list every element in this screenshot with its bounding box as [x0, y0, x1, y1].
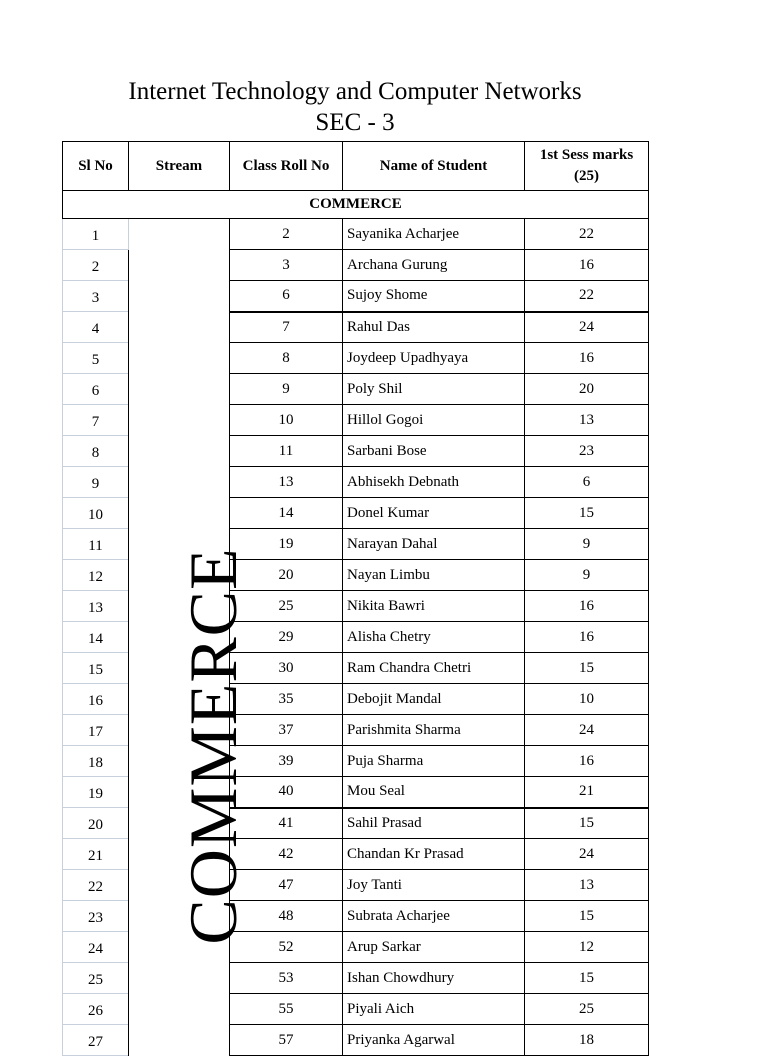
cell-student-name: Donel Kumar: [343, 498, 525, 529]
cell-student-name: Poly Shil: [343, 374, 525, 405]
cell-marks: 16: [525, 250, 649, 281]
cell-class-roll-no: 55: [230, 994, 343, 1025]
cell-class-roll-no: 3: [230, 250, 343, 281]
cell-student-name: Subrata Acharjee: [343, 901, 525, 932]
cell-student-name: Arup Sarkar: [343, 932, 525, 963]
header-name-of-student: Name of Student: [343, 142, 525, 191]
cell-student-name: Archana Gurung: [343, 250, 525, 281]
cell-marks: 16: [525, 746, 649, 777]
cell-sl-no: 21: [63, 839, 129, 870]
cell-class-roll-no: 8: [230, 343, 343, 374]
cell-marks: 10: [525, 684, 649, 715]
header-sl-no: Sl No: [63, 142, 129, 191]
cell-student-name: Chandan Kr Prasad: [343, 839, 525, 870]
cell-sl-no: 12: [63, 560, 129, 591]
cell-marks: 22: [525, 281, 649, 312]
cell-class-roll-no: 25: [230, 591, 343, 622]
header-stream: Stream: [129, 142, 230, 191]
header-marks: [525, 142, 649, 191]
cell-class-roll-no: 6: [230, 281, 343, 312]
cell-marks: 20: [525, 374, 649, 405]
cell-student-name: Debojit Mandal: [343, 684, 525, 715]
cell-sl-no: 20: [63, 808, 129, 839]
cell-class-roll-no: 11: [230, 436, 343, 467]
cell-sl-no: 11: [63, 529, 129, 560]
cell-class-roll-no: 13: [230, 467, 343, 498]
cell-marks: 6: [525, 467, 649, 498]
cell-student-name: Piyali Aich: [343, 994, 525, 1025]
cell-class-roll-no: 20: [230, 560, 343, 591]
cell-student-name: Narayan Dahal: [343, 529, 525, 560]
cell-marks: 16: [525, 343, 649, 374]
cell-stream: [129, 219, 251, 1056]
cell-student-name: Sujoy Shome: [343, 281, 525, 312]
cell-marks: 24: [525, 312, 649, 343]
cell-marks: 21: [525, 777, 649, 808]
cell-student-name: Sayanika Acharjee: [343, 219, 525, 250]
cell-sl-no: 4: [63, 312, 129, 343]
cell-class-roll-no: 48: [230, 901, 343, 932]
cell-class-roll-no: 14: [230, 498, 343, 529]
cell-sl-no: 14: [63, 622, 129, 653]
cell-sl-no: 3: [63, 281, 129, 312]
cell-marks: 24: [525, 839, 649, 870]
cell-marks: 9: [525, 529, 649, 560]
cell-class-roll-no: 10: [230, 405, 343, 436]
cell-sl-no: 7: [63, 405, 129, 436]
section-label: COMMERCE: [63, 191, 649, 219]
cell-class-roll-no: 41: [230, 808, 343, 839]
cell-class-roll-no: 57: [230, 1025, 343, 1056]
cell-student-name: Mou Seal: [343, 777, 525, 808]
cell-student-name: Nikita Bawri: [343, 591, 525, 622]
cell-sl-no: 6: [63, 374, 129, 405]
cell-marks: 15: [525, 963, 649, 994]
cell-student-name: Ram Chandra Chetri: [343, 653, 525, 684]
cell-class-roll-no: 39: [230, 746, 343, 777]
cell-sl-no: 8: [63, 436, 129, 467]
cell-class-roll-no: 35: [230, 684, 343, 715]
cell-sl-no: 18: [63, 746, 129, 777]
cell-student-name: Sahil Prasad: [343, 808, 525, 839]
cell-marks: 15: [525, 498, 649, 529]
cell-marks: 24: [525, 715, 649, 746]
section-row: [63, 191, 649, 219]
cell-marks: 15: [525, 901, 649, 932]
cell-class-roll-no: 42: [230, 839, 343, 870]
stream-label-wrap: [129, 327, 251, 1056]
cell-class-roll-no: 47: [230, 870, 343, 901]
cell-marks: 15: [525, 808, 649, 839]
cell-marks: 9: [525, 560, 649, 591]
table-row: [63, 219, 649, 250]
marks-table: [62, 141, 649, 1056]
cell-class-roll-no: 9: [230, 374, 343, 405]
cell-student-name: Hillol Gogoi: [343, 405, 525, 436]
cell-student-name: Puja Sharma: [343, 746, 525, 777]
cell-sl-no: 17: [63, 715, 129, 746]
cell-class-roll-no: 7: [230, 312, 343, 343]
cell-sl-no: 26: [63, 994, 129, 1025]
cell-sl-no: 25: [63, 963, 129, 994]
cell-class-roll-no: 40: [230, 777, 343, 808]
cell-student-name: Sarbani Bose: [343, 436, 525, 467]
cell-marks: 16: [525, 622, 649, 653]
cell-sl-no: 5: [63, 343, 129, 374]
cell-student-name: Priyanka Agarwal: [343, 1025, 525, 1056]
document-title: Internet Technology and Computer Networks: [128, 78, 582, 105]
cell-marks: 22: [525, 219, 649, 250]
header-marks-title: 1st Sess marks: [539, 147, 634, 163]
cell-sl-no: 2: [63, 250, 129, 281]
cell-marks: 18: [525, 1025, 649, 1056]
cell-sl-no: 27: [63, 1025, 129, 1056]
cell-marks: 13: [525, 405, 649, 436]
cell-class-roll-no: 29: [230, 622, 343, 653]
header-marks-max: (25): [574, 168, 599, 184]
cell-student-name: Ishan Chowdhury: [343, 963, 525, 994]
cell-student-name: Nayan Limbu: [343, 560, 525, 591]
cell-sl-no: 22: [63, 870, 129, 901]
cell-sl-no: 23: [63, 901, 129, 932]
cell-class-roll-no: 53: [230, 963, 343, 994]
stream-vertical-label: COMMERCE: [175, 546, 251, 945]
cell-student-name: Rahul Das: [343, 312, 525, 343]
cell-sl-no: 16: [63, 684, 129, 715]
document-subtitle: SEC - 3: [315, 109, 395, 136]
cell-sl-no: 1: [63, 219, 129, 250]
cell-sl-no: 15: [63, 653, 129, 684]
cell-sl-no: 10: [63, 498, 129, 529]
cell-class-roll-no: 19: [230, 529, 343, 560]
cell-student-name: Parishmita Sharma: [343, 715, 525, 746]
cell-marks: 23: [525, 436, 649, 467]
cell-marks: 13: [525, 870, 649, 901]
cell-sl-no: 9: [63, 467, 129, 498]
cell-marks: 25: [525, 994, 649, 1025]
cell-marks: 16: [525, 591, 649, 622]
cell-sl-no: 24: [63, 932, 129, 963]
cell-student-name: Joy Tanti: [343, 870, 525, 901]
cell-class-roll-no: 2: [230, 219, 343, 250]
cell-class-roll-no: 37: [230, 715, 343, 746]
cell-sl-no: 13: [63, 591, 129, 622]
cell-marks: 12: [525, 932, 649, 963]
cell-student-name: Alisha Chetry: [343, 622, 525, 653]
cell-student-name: Joydeep Upadhyaya: [343, 343, 525, 374]
cell-class-roll-no: 30: [230, 653, 343, 684]
cell-student-name: Abhisekh Debnath: [343, 467, 525, 498]
cell-class-roll-no: 52: [230, 932, 343, 963]
marks-sheet: [62, 141, 652, 1050]
cell-sl-no: 19: [63, 777, 129, 808]
header-class-roll-no: Class Roll No: [230, 142, 343, 191]
header-row: [63, 142, 649, 191]
cell-marks: 15: [525, 653, 649, 684]
